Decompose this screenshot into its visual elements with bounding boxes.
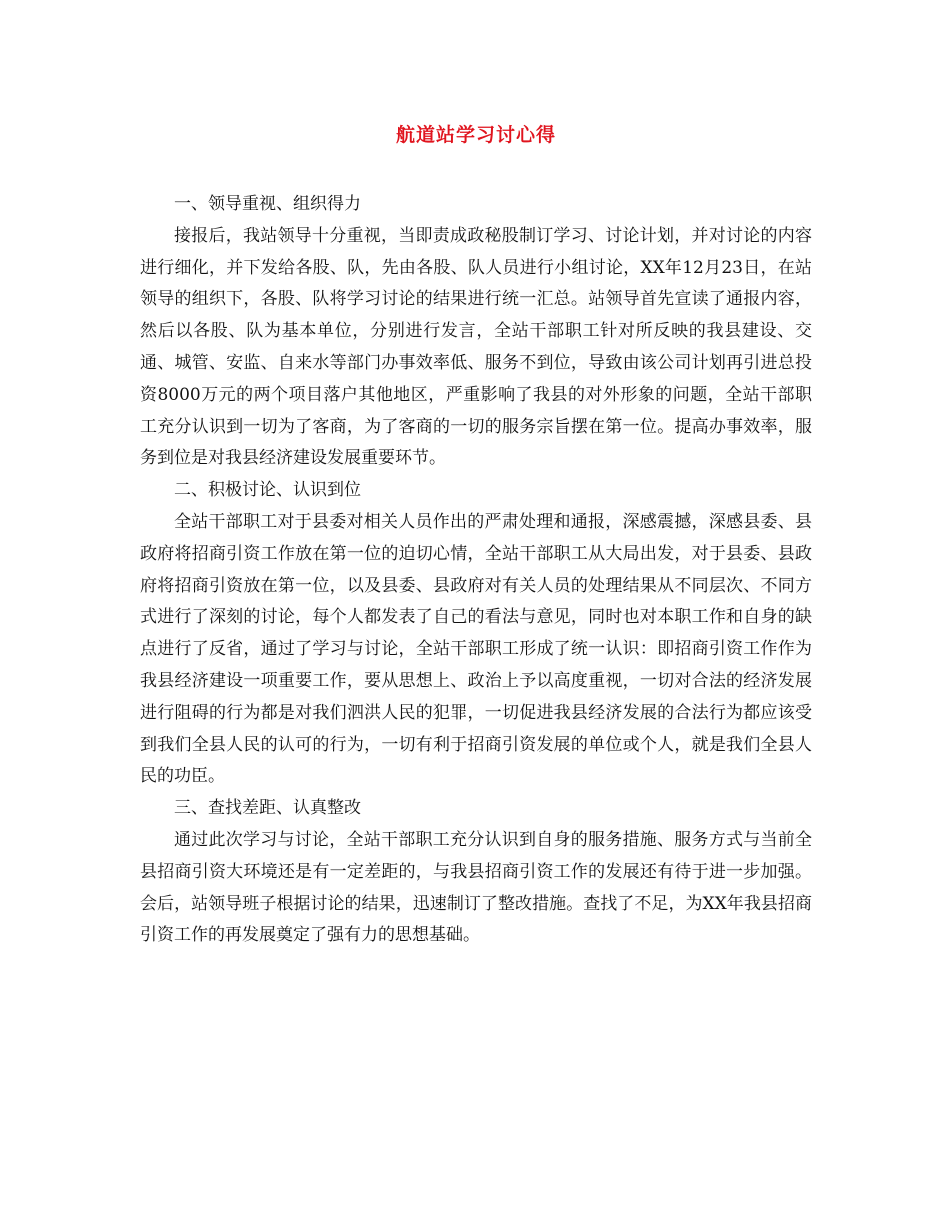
section-paragraph-3: 通过此次学习与讨论，全站干部职工充分认识到自身的服务措施、服务方式与当前全县招商引资大环境还是有一定差距的，与我县招商引资工作的发展还有待于进一步加强。会后，站领导班子根据讨论的结果，迅速制订了整改措施。查找了不足，为XX年我县招商引资工作的再发展奠定了强有力的思想基础。 [140, 829, 812, 946]
section-heading-1: 一、领导重视、组织得力 [174, 194, 361, 214]
document-page [140, 0, 812, 952]
document-body [140, 189, 812, 952]
document-title: 航道站学习讨心得 [395, 124, 556, 146]
section-heading-3: 三、查找差距、认真整改 [174, 798, 361, 819]
section-heading-2: 二、积极讨论、认识到位 [174, 480, 361, 501]
section-paragraph-1: 接报后，我站领导十分重视，当即责成政秘股制订学习、讨论计划，并对讨论的内容进行细化，并下发给各股、队，先由各股、队人员进行小组讨论，XX年12月23日，在站领导的组织下，各股、队将学习讨论的结果进行统一汇总。站领导首先宣读了通报内容，然后以各股、队为基本单位，分别进行发言，全站干部职工针对所反映的我县建设、交通、城管、安监、自来水等部门办事效率低、服务不到位，导致由该公司计划再引进总投资8000万元的两个项目落户其他地区，严重影响了我县的对外形象的问题，全站干部职工充分认识到一切为了客商，为了客商的一切的服务宗旨摆在第一位。提高办事效率，服务到位是对我县经济建设发展重要环节。 [140, 225, 812, 469]
section-paragraph-2: 全站干部职工对于县委对相关人员作出的严肃处理和通报，深感震撼，深感县委、县政府将招商引资工作放在第一位的迫切心情，全站干部职工从大局出发，对于县委、县政府将招商引资放在第一位，以及县委、县政府对有关人员的处理结果从不同层次、不同方式进行了深刻的讨论，每个人都发表了自己的看法与意见，同时也对本职工作和自身的缺点进行了反省，通过了学习与讨论，全站干部职工形成了统一认识：即招商引资工作作为我县经济建设一项重要工作，要从思想上、政治上予以高度重视，一切对合法的经济发展进行阻碍的行为都是对我们泗洪人民的犯罪，一切促进我县经济发展的合法行为都应该受到我们全县人民的认可的行为，一切有利于招商引资发展的单位或个人，就是我们全县人民的功臣。 [140, 511, 812, 787]
